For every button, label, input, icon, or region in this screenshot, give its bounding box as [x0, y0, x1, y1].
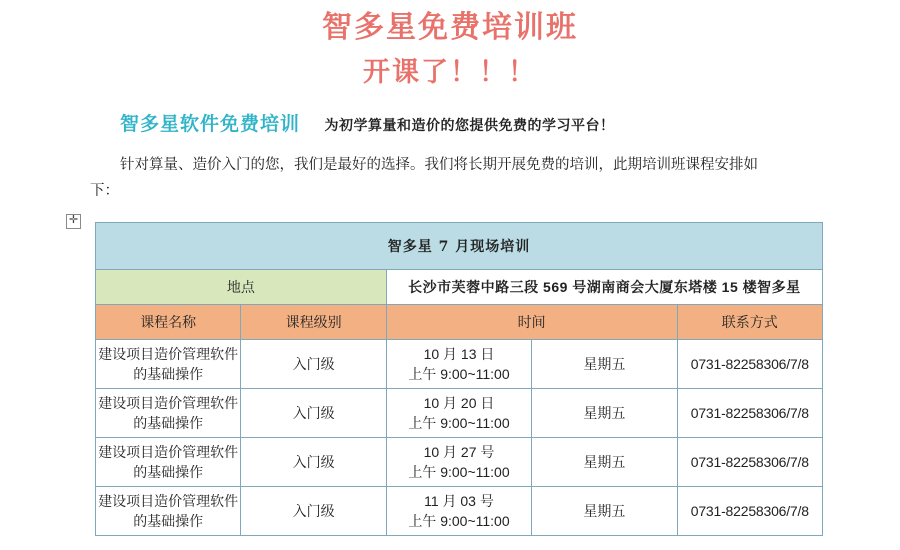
- location-label-cell: 地点: [96, 270, 387, 305]
- subheading-text: 智多星软件免费培训: [120, 113, 301, 135]
- cell-time-date: 10 月 13 日: [423, 346, 495, 362]
- table-caption-cell: 智多星 7 月现场培训: [96, 223, 823, 270]
- cell-level: 入门级: [241, 487, 386, 536]
- cell-time: [386, 487, 531, 536]
- table-header-row: [96, 305, 823, 340]
- table-row: [96, 340, 823, 389]
- cell-course: 建设项目造价管理软件的基础操作: [96, 389, 241, 438]
- subheading-tagline: 为初学算量和造价的您提供免费的学习平台！: [324, 117, 615, 133]
- training-table-wrapper: [0, 214, 900, 536]
- cell-course: 建设项目造价管理软件的基础操作: [96, 340, 241, 389]
- column-header-course: 课程名称: [96, 305, 241, 340]
- column-header-contact: 联系方式: [677, 305, 822, 340]
- training-schedule-table: [95, 222, 823, 536]
- cell-time: [386, 438, 531, 487]
- table-row: [96, 438, 823, 487]
- cell-time-hours: 上午 9:00~11:00: [408, 513, 510, 529]
- document-page: [0, 8, 900, 550]
- subheading-row: [0, 110, 900, 140]
- cell-contact: 0731-82258306/7/8: [677, 438, 822, 487]
- cell-weekday: 星期五: [532, 487, 677, 536]
- cell-course: 建设项目造价管理软件的基础操作: [96, 438, 241, 487]
- column-header-time: 时间: [386, 305, 677, 340]
- location-value-cell: 长沙市芙蓉中路三段 569 号湖南商会大厦东塔楼 15 楼智多星: [386, 270, 822, 305]
- document-title-line-1: 智多星免费培训班: [322, 10, 578, 45]
- cell-time: [386, 389, 531, 438]
- cell-time-hours: 上午 9:00~11:00: [408, 464, 510, 480]
- column-header-level: 课程级别: [241, 305, 386, 340]
- cell-time-hours: 上午 9:00~11:00: [408, 366, 510, 382]
- document-title-line-2: 开课了！！！: [363, 57, 537, 88]
- table-caption-row: [96, 223, 823, 270]
- cell-contact: 0731-82258306/7/8: [677, 487, 822, 536]
- cell-time-date: 11 月 03 号: [424, 493, 494, 509]
- cell-level: 入门级: [241, 340, 386, 389]
- cell-time-date: 10 月 20 日: [423, 395, 495, 411]
- cell-course: 建设项目造价管理软件的基础操作: [96, 487, 241, 536]
- cell-contact: 0731-82258306/7/8: [677, 340, 822, 389]
- body-paragraph: 针对算量、造价入门的您，我们是最好的选择。我们将长期开展免费的培训，此期培训班课程安排如下：: [90, 157, 758, 199]
- cell-time-date: 10 月 27 号: [423, 444, 495, 460]
- cell-contact: 0731-82258306/7/8: [677, 389, 822, 438]
- cell-level: 入门级: [241, 389, 386, 438]
- cell-level: 入门级: [241, 438, 386, 487]
- cell-time: [386, 340, 531, 389]
- cell-weekday: 星期五: [532, 438, 677, 487]
- table-row: [96, 487, 823, 536]
- cell-time-hours: 上午 9:00~11:00: [408, 415, 510, 431]
- cell-weekday: 星期五: [532, 340, 677, 389]
- table-location-row: [96, 270, 823, 305]
- table-move-handle-icon[interactable]: ✛: [66, 214, 81, 229]
- cell-weekday: 星期五: [532, 389, 677, 438]
- table-row: [96, 389, 823, 438]
